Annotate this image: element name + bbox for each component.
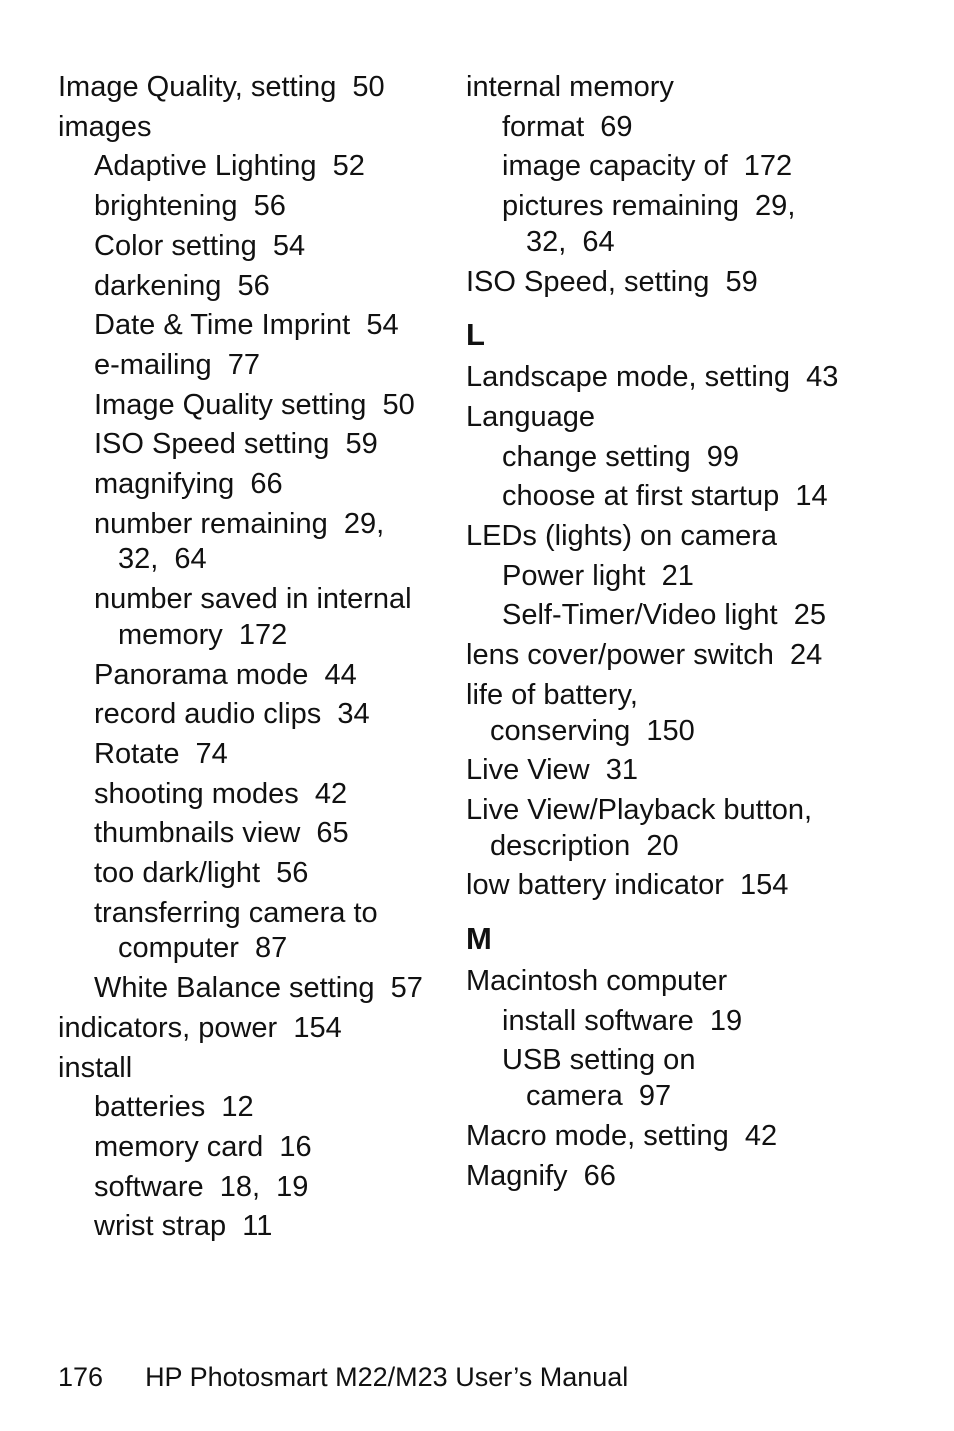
index-entry: Macro mode, setting 42 — [466, 1119, 778, 1152]
index-entry: Macintosh computer — [466, 965, 728, 998]
index-subentry: Adaptive Lighting 52 — [94, 150, 365, 183]
index-entry: LEDs (lights) on camera — [466, 520, 778, 553]
index-subentry: darkening 56 — [94, 269, 270, 302]
index-column-left — [58, 68, 448, 1247]
index-column-right — [466, 68, 906, 1196]
index-subentry: Color setting 54 — [94, 229, 306, 262]
index-entry: Image Quality, setting 50 — [58, 71, 385, 103]
page-footer — [58, 1360, 628, 1394]
index-subentry: number saved in internal — [94, 583, 412, 616]
index-subentry: install software 19 — [502, 1004, 743, 1037]
index-entry-continuation: memory 172 — [118, 618, 288, 651]
index-entry: Live View/Playback button, — [466, 793, 813, 826]
index-entry: Landscape mode, setting 43 — [466, 361, 839, 394]
index-entry: install — [58, 1051, 133, 1084]
index-subentry: wrist strap 11 — [94, 1210, 273, 1243]
index-subentry: White Balance setting 57 — [94, 972, 423, 1005]
index-letter-heading: L — [466, 317, 485, 353]
index-subentry: e-mailing 77 — [94, 348, 261, 381]
index-entry: images — [58, 110, 152, 143]
index-entry: life of battery, — [466, 678, 638, 711]
index-entry-continuation: description 20 — [490, 829, 679, 862]
index-entry: internal memory — [466, 71, 674, 103]
index-subentry: USB setting on — [502, 1044, 696, 1077]
index-subentry: ISO Speed setting 59 — [94, 428, 378, 461]
index-subentry: pictures remaining 29, — [502, 190, 796, 223]
index-subentry: brightening 56 — [94, 190, 286, 223]
index-subentry: Self-Timer/Video light 25 — [502, 599, 826, 632]
index-entry-continuation: 32, 64 — [118, 543, 207, 576]
index-subentry: Rotate 74 — [94, 737, 228, 770]
index-subentry: Power light 21 — [502, 559, 694, 592]
index-subentry: format 69 — [502, 110, 633, 143]
index-entry-continuation: camera 97 — [526, 1080, 672, 1113]
index-subentry: image capacity of 172 — [502, 150, 793, 183]
index-subentry: transferring camera to — [94, 896, 378, 929]
index-entry-continuation: conserving 150 — [490, 714, 695, 747]
index-subentry: Date & Time Imprint 54 — [94, 309, 399, 342]
index-letter-heading: M — [466, 921, 492, 957]
index-entry: indicators, power 154 — [58, 1011, 342, 1044]
index-entry: Live View 31 — [466, 754, 638, 787]
index-subentry: change setting 99 — [502, 440, 740, 473]
page-number: 176 — [58, 1362, 104, 1392]
index-subentry: Image Quality setting 50 — [94, 388, 415, 421]
index-entry: low battery indicator 154 — [466, 869, 789, 902]
manual-title: HP Photosmart M22/M23 User’s Manual — [145, 1362, 629, 1392]
index-entry: Magnify 66 — [466, 1159, 616, 1192]
index-subentry: record audio clips 34 — [94, 698, 370, 731]
index-entry-continuation: computer 87 — [118, 932, 288, 965]
index-subentry: choose at first startup 14 — [502, 480, 828, 513]
index-subentry: batteries 12 — [94, 1091, 254, 1124]
index-subentry: too dark/light 56 — [94, 857, 309, 890]
index-subentry: shooting modes 42 — [94, 777, 348, 810]
index-subentry: Panorama mode 44 — [94, 658, 357, 691]
index-entry: Language — [466, 400, 596, 433]
index-subentry: thumbnails view 65 — [94, 817, 349, 850]
index-subentry: number remaining 29, — [94, 507, 385, 540]
index-entry: ISO Speed, setting 59 — [466, 265, 758, 298]
index-subentry: magnifying 66 — [94, 468, 283, 501]
index-subentry: software 18, 19 — [94, 1170, 309, 1203]
index-entry-continuation: 32, 64 — [526, 225, 615, 258]
index-entry: lens cover/power switch 24 — [466, 639, 823, 672]
index-subentry: memory card 16 — [94, 1130, 312, 1163]
